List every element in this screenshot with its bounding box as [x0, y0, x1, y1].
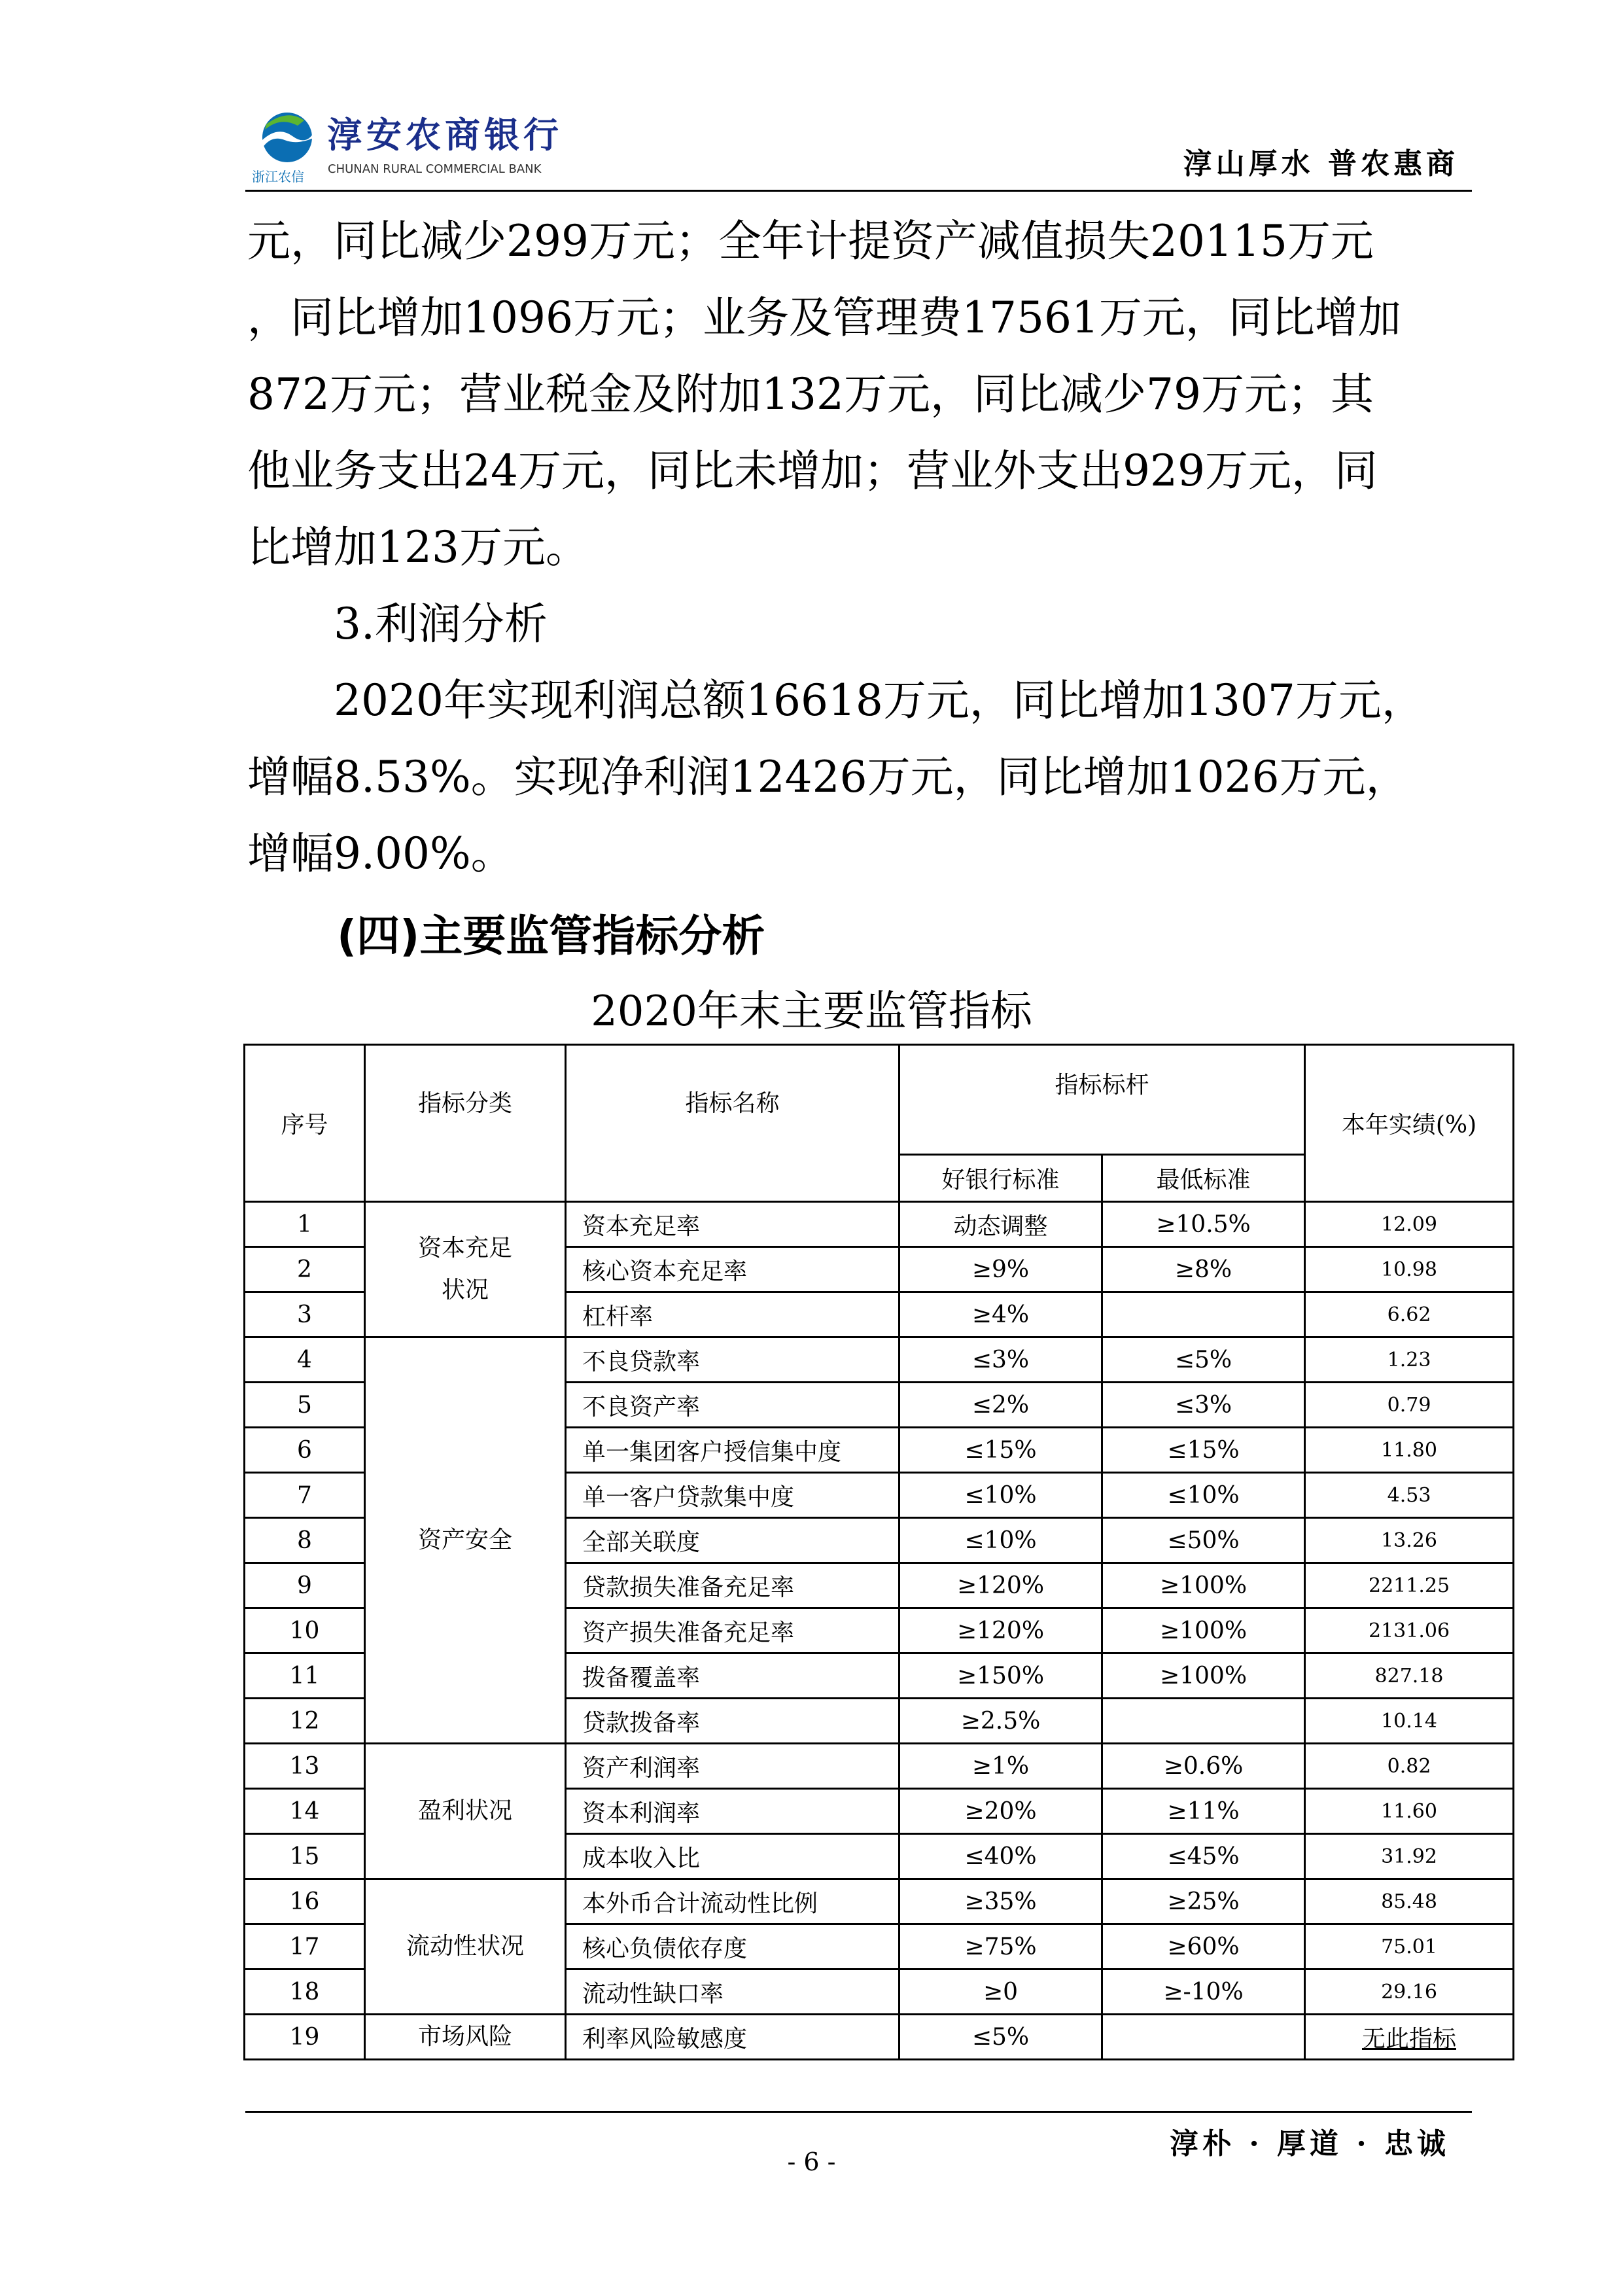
cell-metric-name: 资本充足率: [566, 1202, 899, 1247]
cell-metric-name: 流动性缺口率: [566, 1969, 899, 2015]
paragraph-line: ，同比增加1096万元；业务及管理费17561万元，同比增加: [247, 292, 1401, 343]
cell-good-standard: ≤40%: [899, 1834, 1102, 1879]
cell-category: 盈利状况: [365, 1744, 566, 1879]
cell-min-standard: [1102, 2015, 1305, 2060]
cell-actual: 0.82: [1305, 1744, 1514, 1789]
cell-seq: 4: [245, 1337, 365, 1383]
cell-min-standard: ≥25%: [1102, 1879, 1305, 1924]
cell-min-standard: ≥-10%: [1102, 1969, 1305, 2015]
cell-seq: 9: [245, 1563, 365, 1608]
cell-min-standard: ≥8%: [1102, 1247, 1305, 1292]
cell-min-standard: ≥100%: [1102, 1608, 1305, 1653]
paragraph-line: 比增加123万元。: [247, 522, 589, 573]
cell-good-standard: ≤10%: [899, 1473, 1102, 1518]
cell-seq: 10: [245, 1608, 365, 1653]
cell-actual: 13.26: [1305, 1518, 1514, 1563]
cell-actual: 10.14: [1305, 1699, 1514, 1744]
table-row: [245, 2015, 1514, 2060]
cell-good-standard: ≤10%: [899, 1518, 1102, 1563]
cell-metric-name: 贷款拨备率: [566, 1699, 899, 1744]
paragraph-line: 他业务支出24万元，同比未增加；营业外支出929万元，同: [247, 446, 1378, 496]
cell-category: 资本充足 状况: [365, 1202, 566, 1337]
header-slogan: 淳山厚水 普农惠商: [1183, 147, 1459, 181]
cell-good-standard: ≤15%: [899, 1428, 1102, 1473]
cell-seq: 8: [245, 1518, 365, 1563]
header-divider: [245, 190, 1472, 192]
header-name: 指标名称: [566, 1045, 899, 1202]
cell-metric-name: 拨备覆盖率: [566, 1653, 899, 1699]
cell-min-standard: ≥0.6%: [1102, 1744, 1305, 1789]
footer-divider: [245, 2111, 1472, 2113]
cell-actual: 12.09: [1305, 1202, 1514, 1247]
cell-category: 流动性状况: [365, 1879, 566, 2015]
cell-good-standard: ≤5%: [899, 2015, 1102, 2060]
cell-seq: 17: [245, 1924, 365, 1969]
paragraph-line: 元，同比减少299万元；全年计提资产减值损失20115万元: [247, 216, 1374, 266]
cell-min-standard: ≥10.5%: [1102, 1202, 1305, 1247]
cell-metric-name: 核心资本充足率: [566, 1247, 899, 1292]
cell-actual: 2131.06: [1305, 1608, 1514, 1653]
cell-metric-name: 核心负债依存度: [566, 1924, 899, 1969]
cell-min-standard: ≤15%: [1102, 1428, 1305, 1473]
table-row: [245, 1744, 1514, 1789]
cell-seq: 7: [245, 1473, 365, 1518]
cell-metric-name: 不良资产率: [566, 1383, 899, 1428]
cell-actual: 75.01: [1305, 1924, 1514, 1969]
cell-good-standard: ≥2.5%: [899, 1699, 1102, 1744]
cell-metric-name: 杠杆率: [566, 1292, 899, 1337]
page-header: [245, 99, 1472, 191]
paragraph-line: 增幅9.00%。: [247, 828, 514, 879]
cell-good-standard: ≥0: [899, 1969, 1102, 2015]
header-seq: 序号: [245, 1045, 365, 1202]
cell-min-standard: ≥60%: [1102, 1924, 1305, 1969]
body-text: [247, 203, 1425, 892]
footer-motto: 淳朴 · 厚道 · 忠诚: [1170, 2127, 1450, 2161]
cell-actual: 29.16: [1305, 1969, 1514, 2015]
cell-actual: 0.79: [1305, 1383, 1514, 1428]
table-title: 2020年末主要监管指标: [591, 987, 1032, 1036]
cell-metric-name: 资本利润率: [566, 1789, 899, 1834]
header-good-standard: 好银行标准: [899, 1155, 1102, 1202]
cell-metric-name: 不良贷款率: [566, 1337, 899, 1383]
cell-good-standard: ≥4%: [899, 1292, 1102, 1337]
paragraph-line: 增幅8.53%。实现净利润12426万元，同比增加1026万元，: [247, 752, 1409, 802]
cell-actual: 4.53: [1305, 1473, 1514, 1518]
bank-name-english: CHUNAN RURAL COMMERCIAL BANK: [328, 162, 542, 176]
cell-good-standard: ≥1%: [899, 1744, 1102, 1789]
bank-logo-icon: [258, 111, 316, 164]
paragraph-line: 872万元；营业税金及附加132万元，同比减少79万元；其: [247, 369, 1374, 419]
cell-actual: 无此指标: [1305, 2015, 1514, 2060]
cell-seq: 15: [245, 1834, 365, 1879]
cell-seq: 18: [245, 1969, 365, 2015]
cell-metric-name: 贷款损失准备充足率: [566, 1563, 899, 1608]
cell-good-standard: 动态调整: [899, 1202, 1102, 1247]
cell-actual: 11.80: [1305, 1428, 1514, 1473]
cell-min-standard: ≤5%: [1102, 1337, 1305, 1383]
header-benchmark: 指标标杆: [899, 1045, 1305, 1155]
cell-actual: 827.18: [1305, 1653, 1514, 1699]
header-actual: 本年实绩(%): [1305, 1045, 1514, 1202]
cell-actual: 1.23: [1305, 1337, 1514, 1383]
table-row: [245, 1202, 1514, 1247]
cell-seq: 19: [245, 2015, 365, 2060]
cell-seq: 3: [245, 1292, 365, 1337]
subsection-heading: 3.利润分析: [334, 599, 548, 649]
cell-min-standard: ≤3%: [1102, 1383, 1305, 1428]
regulatory-metrics-table: [243, 1044, 1514, 2060]
cell-min-standard: ≤10%: [1102, 1473, 1305, 1518]
cell-metric-name: 单一客户贷款集中度: [566, 1473, 899, 1518]
cell-min-standard: ≤45%: [1102, 1834, 1305, 1879]
cell-good-standard: ≥150%: [899, 1653, 1102, 1699]
cell-min-standard: ≥100%: [1102, 1653, 1305, 1699]
cell-seq: 11: [245, 1653, 365, 1699]
paragraph-line: 2020年实现利润总额16618万元，同比增加1307万元，: [334, 675, 1425, 726]
cell-metric-name: 利率风险敏感度: [566, 2015, 899, 2060]
cell-good-standard: ≥35%: [899, 1879, 1102, 1924]
cell-min-standard: [1102, 1292, 1305, 1337]
cell-metric-name: 全部关联度: [566, 1518, 899, 1563]
cell-seq: 13: [245, 1744, 365, 1789]
cell-min-standard: ≥100%: [1102, 1563, 1305, 1608]
cell-good-standard: ≥120%: [899, 1608, 1102, 1653]
page-number: - 6 -: [787, 2147, 836, 2176]
cell-seq: 12: [245, 1699, 365, 1744]
cell-seq: 5: [245, 1383, 365, 1428]
cell-metric-name: 资产利润率: [566, 1744, 899, 1789]
cell-seq: 6: [245, 1428, 365, 1473]
header-category: 指标分类: [365, 1045, 566, 1202]
bank-name: 淳安农商银行: [327, 115, 563, 156]
section-title: (四)主要监管指标分析: [337, 911, 765, 961]
cell-category: 资产安全: [365, 1337, 566, 1744]
cell-min-standard: [1102, 1699, 1305, 1744]
cell-seq: 2: [245, 1247, 365, 1292]
cell-seq: 14: [245, 1789, 365, 1834]
header-min-standard: 最低标准: [1102, 1155, 1305, 1202]
cell-good-standard: ≥120%: [899, 1563, 1102, 1608]
cell-metric-name: 成本收入比: [566, 1834, 899, 1879]
logo-subtitle: 浙江农信: [252, 169, 304, 185]
table-row: [245, 1879, 1514, 1924]
cell-good-standard: ≤3%: [899, 1337, 1102, 1383]
table-row: [245, 1337, 1514, 1383]
cell-good-standard: ≥9%: [899, 1247, 1102, 1292]
cell-metric-name: 资产损失准备充足率: [566, 1608, 899, 1653]
cell-actual: 2211.25: [1305, 1563, 1514, 1608]
cell-good-standard: ≥20%: [899, 1789, 1102, 1834]
cell-actual: 6.62: [1305, 1292, 1514, 1337]
cell-min-standard: ≥11%: [1102, 1789, 1305, 1834]
cell-seq: 16: [245, 1879, 365, 1924]
cell-actual: 11.60: [1305, 1789, 1514, 1834]
cell-actual: 85.48: [1305, 1879, 1514, 1924]
cell-good-standard: ≤2%: [899, 1383, 1102, 1428]
cell-metric-name: 单一集团客户授信集中度: [566, 1428, 899, 1473]
cell-metric-name: 本外币合计流动性比例: [566, 1879, 899, 1924]
cell-category: 市场风险: [365, 2015, 566, 2060]
cell-good-standard: ≥75%: [899, 1924, 1102, 1969]
cell-actual: 31.92: [1305, 1834, 1514, 1879]
cell-min-standard: ≤50%: [1102, 1518, 1305, 1563]
cell-actual: 10.98: [1305, 1247, 1514, 1292]
cell-seq: 1: [245, 1202, 365, 1247]
